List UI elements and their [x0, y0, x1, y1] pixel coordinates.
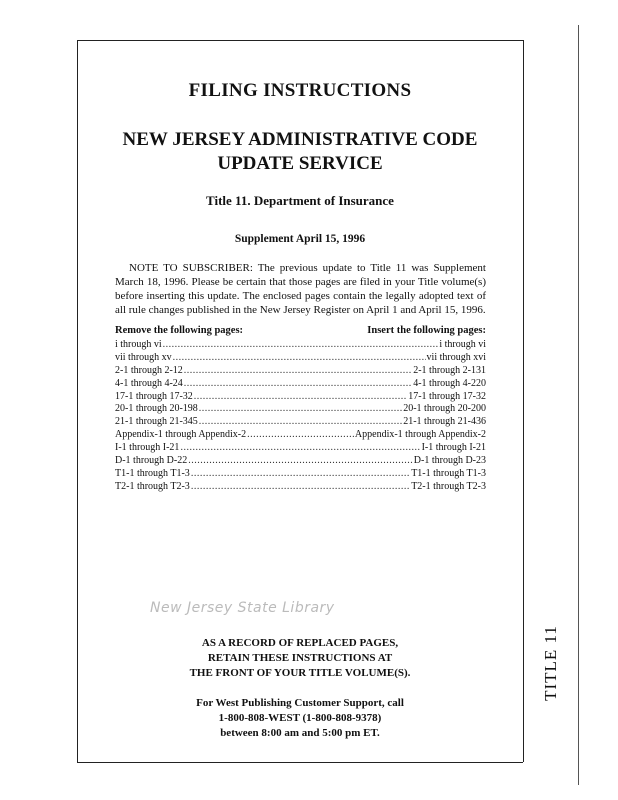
- code-title-line1: NEW JERSEY ADMINISTRATIVE CODE: [122, 129, 478, 150]
- frame-top-border: [77, 40, 523, 41]
- insert-pages: 20-1 through 20-200: [403, 403, 486, 415]
- dot-leader: [184, 378, 412, 391]
- remove-pages: T2-1 through T2-3: [115, 480, 190, 492]
- record-line-2: RETAIN THESE INSTRUCTIONS AT: [207, 652, 393, 664]
- library-stamp: New Jersey State Library: [150, 600, 335, 616]
- remove-pages: 17-1 through 17-32: [115, 390, 193, 402]
- remove-pages: T1-1 through T1-3: [115, 467, 190, 479]
- insert-pages: T1-1 through T1-3: [411, 467, 486, 479]
- dot-leader: [191, 468, 410, 481]
- insert-pages: vii through xvi: [426, 351, 486, 363]
- table-row: [115, 429, 486, 442]
- table-row: [115, 339, 486, 352]
- page-title: FILING INSTRUCTIONS: [188, 80, 412, 101]
- insert-pages: i through vi: [439, 339, 486, 350]
- table-row: [115, 442, 486, 455]
- remove-pages: I-1 through I-21: [115, 442, 180, 454]
- supplement-date: Supplement April 15, 1996: [234, 233, 366, 245]
- dot-leader: [199, 403, 402, 416]
- table-row: [115, 352, 486, 365]
- remove-pages: vii through xv: [115, 351, 172, 363]
- remove-pages: Appendix-1 through Appendix-2: [115, 429, 247, 441]
- dot-leader: [194, 391, 407, 404]
- page-table: [115, 339, 486, 494]
- remove-pages: 2-1 through 2-12: [115, 364, 183, 376]
- dot-leader: [180, 442, 420, 455]
- record-line-3: THE FRONT OF YOUR TITLE VOLUME(S).: [189, 667, 411, 679]
- frame-right-border: [523, 40, 524, 762]
- support-line-3: between 8:00 am and 5:00 pm ET.: [220, 727, 380, 739]
- title-tab-label: TITLE 11: [541, 625, 560, 701]
- remove-header: Remove the following pages:: [115, 325, 244, 336]
- tab-divider-line: [578, 25, 579, 785]
- insert-pages: I-1 through I-21: [421, 442, 486, 454]
- insert-pages: D-1 through D-23: [413, 455, 486, 467]
- dot-leader: [188, 455, 413, 468]
- record-instructions: [77, 636, 523, 681]
- dot-leader: [247, 429, 354, 442]
- insert-pages: 21-1 through 21-436: [403, 416, 486, 428]
- dot-leader: [199, 416, 402, 429]
- table-header: [115, 325, 486, 336]
- dot-leader: [184, 365, 412, 378]
- customer-support: [77, 696, 523, 741]
- insert-pages: T2-1 through T2-3: [411, 480, 486, 492]
- table-row: [115, 365, 486, 378]
- remove-pages: 21-1 through 21-345: [115, 416, 198, 428]
- support-line-2: 1-800-808-WEST (1-800-808-9378): [218, 712, 382, 724]
- dot-leader: [163, 339, 439, 352]
- subscriber-note: [115, 261, 486, 317]
- subscriber-note-text: NOTE TO SUBSCRIBER: The previous update to Title 11 was Supplement March 18, 1996. Please be certain that those pages are filed in your Title volume(s) before inserting this update. The enclosed pages contain the legally adopted text of all rule changes published in the New Jersey Register on April 1 and April 15, 1996.: [115, 262, 486, 316]
- remove-pages: 20-1 through 20-198: [115, 403, 198, 415]
- table-row: [115, 391, 486, 404]
- dot-leader: [191, 481, 410, 494]
- record-line-1: AS A RECORD OF REPLACED PAGES,: [201, 637, 399, 649]
- table-row: [115, 468, 486, 481]
- insert-header: Insert the following pages:: [367, 325, 486, 336]
- dot-leader: [173, 352, 426, 365]
- table-row: [115, 416, 486, 429]
- remove-pages: D-1 through D-22: [115, 455, 188, 467]
- remove-pages: i through vi: [115, 339, 162, 350]
- table-row: [115, 378, 486, 391]
- title-department: Title 11. Department of Insurance: [206, 193, 394, 208]
- table-row: [115, 455, 486, 468]
- frame-bottom-border: [77, 762, 523, 763]
- remove-pages: 4-1 through 4-24: [115, 377, 183, 389]
- support-line-1: For West Publishing Customer Support, call: [196, 697, 404, 709]
- code-title: [77, 128, 523, 176]
- table-row: [115, 403, 486, 416]
- insert-pages: Appendix-1 through Appendix-2: [354, 429, 486, 441]
- code-title-line2: UPDATE SERVICE: [217, 153, 383, 174]
- insert-pages: 4-1 through 4-220: [413, 377, 486, 389]
- insert-pages: 17-1 through 17-32: [408, 390, 486, 402]
- table-row: [115, 481, 486, 494]
- insert-pages: 2-1 through 2-131: [413, 364, 486, 376]
